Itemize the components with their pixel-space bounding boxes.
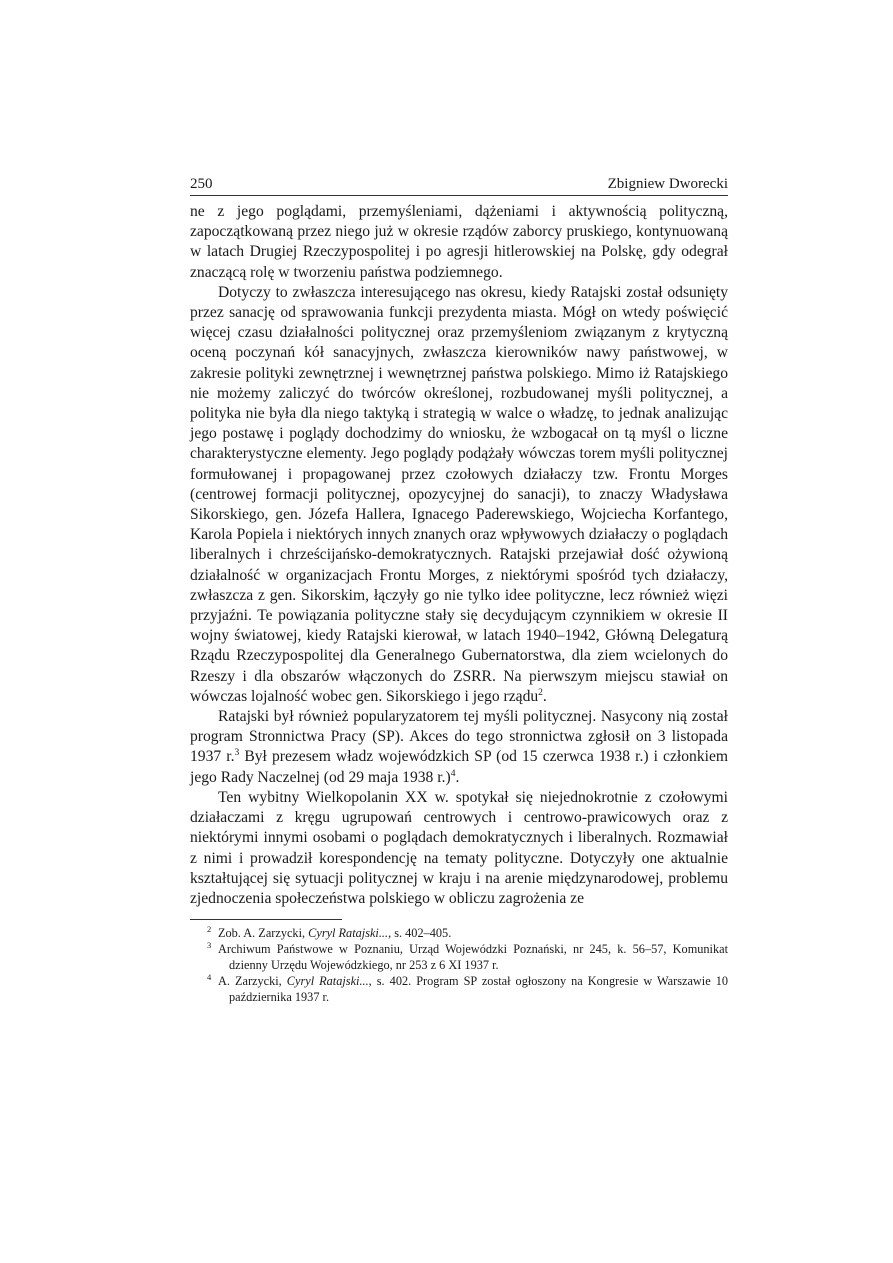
footnote-title: Cyryl Ratajski...: [286, 974, 369, 989]
book-page: [190, 174, 728, 1005]
paragraph-3: [190, 707, 728, 788]
page-number: 250: [190, 176, 213, 192]
paragraph-2-text: Dotyczy to zwłaszcza interesującego nas okresu, kiedy Ratajski został odsunięty przez sanację od sprawowania funkcji prezydenta miasta. Mógł on wtedy poświęcić więcej czasu działalności politycznej oraz przemyśleniom związanym z krytyczną oceną poczynań kół sanacyjnych, zwłaszcza kierowników nawy państwowej, w zakresie polityki zewnętrznej i wewnętrznej państwa polskiego. Mimo iż Ratajskiego nie możemy zaliczyć do twórców określonej, rozbudowanej myśli politycznej, a polityka nie była dla niego taktyką i strategią w walce o władzę, to jednak analizując jego postawę i poglądy dochodzimy do wniosku, że wzbogacał on tą myśl o liczne charakterystyczne elementy. Jego poglądy podążały wówczas torem myśli politycznej formułowanej i propagowanej przez czołowych działaczy tzw. Frontu Morges (centrowej formacji politycznej, opozycyjnej do sanacji), to znaczy Władysława Sikorskiego, gen. Józefa Hallera, Ignacego Paderewskiego, Wojciecha Korfantego, Karola Popiela i niektórych innych znanych oraz wpływowych działaczy o poglądach liberalnych i chrześcijańsko-demokratycznych. Ratajski przejawiał dość ożywioną działalność w organizacjach Frontu Morges, z niektórymi spośród tych działaczy, zwłaszcza z gen. Sikorskim, łączyły go nie tylko idee polityczne, lecz również więzi przyjaźni. Te powiązania polityczne stały się decydującym czynnikiem w okresie II wojny światowej, kiedy Ratajski kierował, w latach 1940–1942, Główną Delegaturą Rządu Rzeczypospolitej dla Generalnego Gubernatorstwa, dla ziem wcielonych do Rzeszy i dla obszarów włączonych do ZSRR. Na pierwszym miejscu stawiał on wówczas lojalność wobec gen. Sikorskiego i jego rządu: [190, 283, 728, 705]
paragraph-2: [190, 283, 728, 707]
paragraph-3-text-b: Był prezesem władz wojewódzkich SP (od 15 czerwca 1938 r.) i członkiem jego Rady Naczelnej (od 29 maja 1938 r.): [190, 748, 728, 786]
paragraph-4: Ten wybitny Wielkopolanin XX w. spotykał się niejednokrotnie z czołowymi działaczami z kręgu ugrupowań centrowych i centrowo-prawicowych oraz z niektórymi innymi osobami o poglądach demokratycznych i liberalnych. Rozmawiał z nimi i prowadził korespondencję na tematy polityczne. Dotyczyły one aktualnie kształtującej się sytuacji politycznej w kraju i na arenie międzynarodowej, problemu zjednoczenia społeczeństwa polskiego w obliczu zagrożenia ze: [190, 788, 728, 907]
footnote-ref-4[interactable]: 4: [450, 768, 456, 779]
paragraph-3-end: .: [455, 768, 460, 786]
footnote-3: 3 Archiwum Państwowe w Poznaniu, Urząd Wojewódzki Poznański, nr 245, k. 56–57, Komunikat dzienny Urzędu Wojewódzkiego, nr 253 z 6 XI 1937 r.: [207, 940, 728, 973]
footnote-ref-3[interactable]: 3: [234, 748, 240, 759]
paragraph-3-text-a: Ratajski był również popularyzatorem tej myśli politycznej. Nasycony nią został program Stronnictwa Pracy (SP). Akces do tego stronnictwa zgłosił on 3 listopada 1937 r.: [190, 708, 728, 766]
footnote-text: A. Zarzycki,: [218, 974, 287, 989]
footnote-title: Cyryl Ratajski...: [308, 926, 389, 941]
footnote-text-end: , s. 402–405.: [388, 926, 452, 941]
body-text: [190, 202, 728, 909]
running-head-author: Zbigniew Dworecki: [607, 176, 728, 192]
paragraph-2-end: .: [542, 687, 547, 705]
footnote-text-end: , s. 402. Program SP został ogłoszony na Kongresie w Warszawie 10 października 1937 r.: [229, 974, 728, 1005]
footnote-text: Archiwum Państwowe w Poznaniu, Urząd Wojewódzki Poznański, nr 245, k. 56–57, Komunikat dzienny Urzędu Wojewódzkiego, nr 253 z 6 XI 1937 r.: [218, 942, 728, 973]
footnote-2: 2 Zob. A. Zarzycki, Cyryl Ratajski..., s. 402–405.: [207, 924, 452, 941]
paragraph-1: ne z jego poglądami, przemyśleniami, dążeniami i aktywnością polityczną, zapoczątkowaną przez niego już w okresie rządów zaborcy pruskiego, kontynuowaną w latach Drugiej Rzeczypospolitej i po agresji hitlerowskiej na Polskę, gdy odegrał znaczącą rolę w tworzeniu państwa podziemnego.: [190, 203, 728, 281]
footnote-divider: [190, 919, 342, 920]
running-head: [190, 174, 728, 196]
footnotes: [190, 925, 728, 1005]
footnote-ref-2[interactable]: 2: [538, 687, 543, 698]
footnote-4: 4 A. Zarzycki, Cyryl Ratajski..., s. 402. Program SP został ogłoszony na Kongresie w Warszawie 10 października 1937 r.: [207, 972, 728, 1005]
footnote-text: Zob. A. Zarzycki,: [218, 926, 309, 941]
